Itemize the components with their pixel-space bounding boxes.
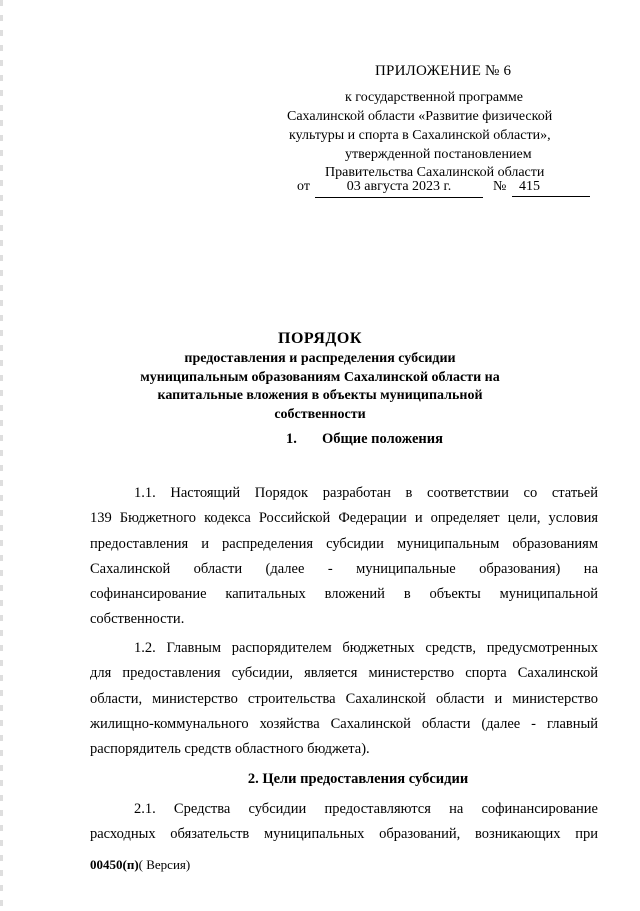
approval-line: культуры и спорта в Сахалинской области», <box>289 128 551 143</box>
paragraph-1-1 <box>90 481 598 633</box>
paragraph-line: распорядитель средств областного бюджета). <box>90 741 370 758</box>
document-title: ПОРЯДОК <box>278 330 362 347</box>
approval-number: 415 <box>512 179 590 197</box>
section-1-heading <box>286 431 443 448</box>
approval-line: Сахалинской области «Развитие физической <box>287 109 553 124</box>
approval-date-row <box>297 179 597 201</box>
section-1-number: 1. <box>286 431 297 447</box>
document-version: ( Версия) <box>138 857 191 872</box>
document-subtitle: предоставления и распределения субсидии муниципальным образованиям Сахалинской области на капитальные вложения в объекты муниципальной собственности <box>140 351 500 422</box>
appendix-title: ПРИЛОЖЕНИЕ № 6 <box>375 63 512 79</box>
approval-line: Правительства Сахалинской области <box>325 165 545 180</box>
paragraph-line: области, министерство строительства Сахалинской области и министерство <box>90 690 598 707</box>
section-1-title: Общие положения <box>322 431 443 447</box>
paragraph-line: 1.2. Главным распорядителем бюджетных средств, предусмотренных <box>134 640 598 656</box>
number-prefix: № <box>493 179 507 194</box>
approval-line: утвержденной постановлением <box>345 147 532 162</box>
paragraph-line: 1.1. Настоящий Порядок разработан в соответствии со статьей <box>134 485 598 501</box>
paragraph-line: Сахалинской области (далее - муниципальные образования) на <box>90 560 598 577</box>
paragraph-line: собственности. <box>90 611 185 628</box>
paragraph-1-2 <box>90 636 598 762</box>
approval-line: к государственной программе <box>345 90 523 105</box>
paragraph-2-1 <box>90 797 598 848</box>
paragraph-line: софинансирование капитальных вложений в объекты муниципальной <box>90 586 598 603</box>
paragraph-line: предоставления и распределения субсидии муниципальным образованиям <box>90 535 598 552</box>
document-code: 00450(п) <box>90 857 139 872</box>
document-footer <box>90 857 190 873</box>
section-2-heading: 2. Цели предоставления субсидии <box>247 771 469 787</box>
paragraph-line: расходных обязательств муниципальных образований, возникающих при <box>90 826 598 843</box>
approval-date: 03 августа 2023 г. <box>315 179 483 198</box>
date-prefix: от <box>297 179 310 194</box>
paragraph-line: жилищно-коммунального хозяйства Сахалинской области (далее - главный <box>90 715 598 732</box>
paragraph-line: 2.1. Средства субсидии предоставляются на софинансирование <box>134 801 598 817</box>
paragraph-line: для предоставления субсидии, является министерство спорта Сахалинской <box>90 665 598 682</box>
paragraph-line: 139 Бюджетного кодекса Российской Федерации и определяет цели, условия <box>90 510 598 527</box>
